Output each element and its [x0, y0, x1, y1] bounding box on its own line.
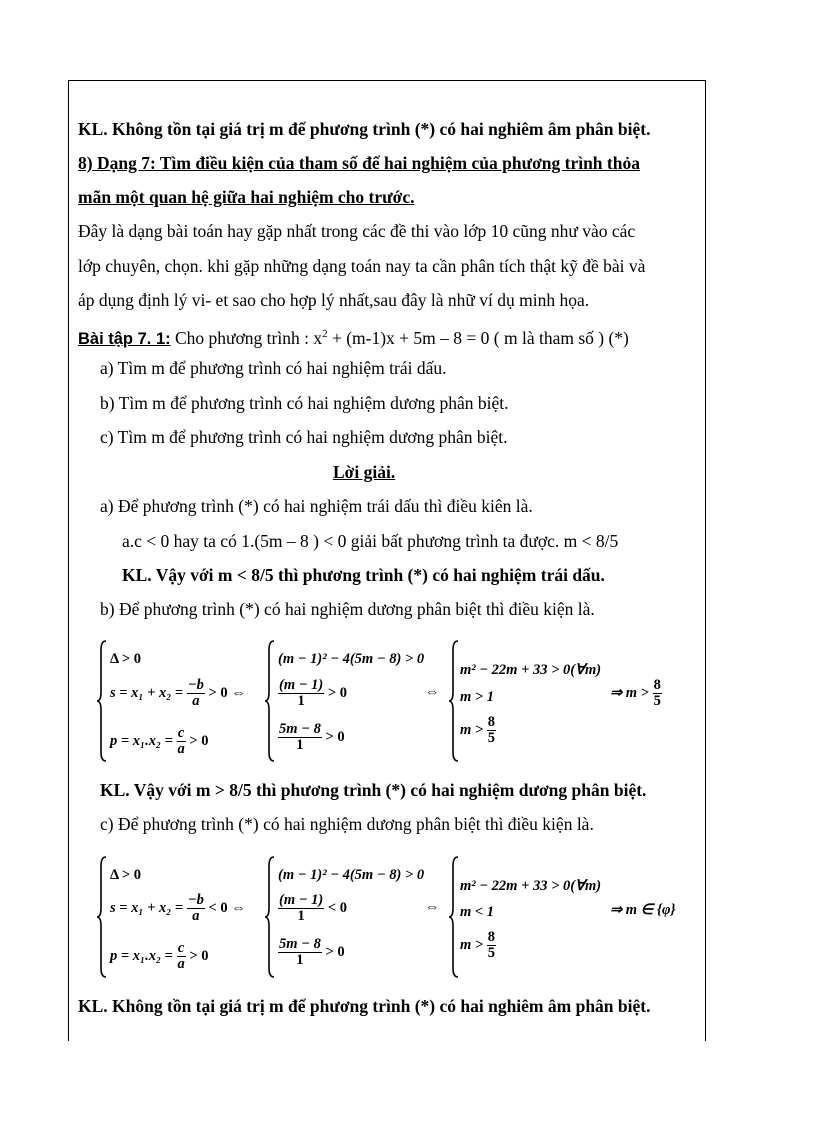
solution-a-line1: a) Để phương trình (*) có hai nghiệm trái dấu thì điều kiên là. — [100, 496, 533, 516]
b-col3-row1: m² − 22m + 33 > 0(∀m) — [460, 662, 602, 678]
c-c1r2-frac: $\frac{-b}{a}$ — [187, 892, 204, 924]
c-equiv: ⇔ — [425, 899, 440, 915]
c-c2r2-post: < 0 — [327, 899, 347, 916]
b-result-pre: ⇒ m > — [610, 684, 649, 701]
c-col3-row1: m² − 22m + 33 > 0(∀m) — [460, 878, 602, 894]
b-col3-row2: m > 1 — [460, 689, 495, 705]
solution-b-line1: b) Để phương trình (*) có hai nghiệm dương phân biệt thì điều kiện là. — [100, 599, 595, 619]
b-c1r3-frac: $\frac{c}{a}$ — [177, 725, 185, 757]
c-c3r3-frac: $\frac{8}{5}$ — [487, 929, 496, 961]
b-c3r3-frac: $\frac{8}{5}$ — [487, 714, 496, 746]
conclusion-bottom: KL. Không tồn tại giá trị m để phương trình (*) có hai nghiêm âm phân biệt. — [78, 996, 651, 1016]
b-c2r2-post: > 0 — [327, 684, 347, 701]
section-heading-line1: 8) Dạng 7: Tìm điều kiện của tham số để hai nghiệm của phương trình thỏa — [78, 153, 640, 173]
solution-c-line1: c) Để phương trình (*) có hai nghiệm dương phân biệt thì điều kiện là. — [100, 814, 594, 834]
c-c2r3-post: > 0 — [325, 943, 345, 960]
exercise-label: Bài tập 7. 1: — [78, 329, 171, 348]
intro-paragraph-line1: Đây là dạng bài toán hay gặp nhất trong các đề thi vào lớp 10 cũng như vào các — [78, 221, 636, 241]
b-col2-row1: (m − 1)² − 4(5m − 8) > 0 — [278, 651, 425, 667]
exercise-statement — [78, 323, 629, 350]
question-a: a) Tìm m để phương trình có hai nghiệm trái dấu. — [100, 358, 447, 378]
b-result-frac: $\frac{8}{5}$ — [653, 677, 661, 709]
b-c2r2-frac: $\frac{(m - 1)}{1}$ — [279, 677, 324, 709]
brace-b-2 — [264, 640, 276, 762]
brace-b-3 — [448, 640, 460, 762]
c-col2-row1: (m − 1)² − 4(5m − 8) > 0 — [278, 867, 425, 883]
b-c1r3-post: > 0 — [189, 732, 209, 749]
c-col2-row3 — [278, 937, 345, 968]
question-c: c) Tìm m để phương trình có hai nghiệm dương phân biệt. — [100, 427, 508, 447]
intro-paragraph-line2: lớp chuyên, chọn. khi gặp những dạng toán nay ta cần phân tích thật kỹ đề bài và — [78, 256, 646, 276]
b-col2-row3 — [278, 722, 345, 753]
exercise-sup: 2 — [322, 328, 328, 340]
c-result: ⇒ m ∈ {φ} — [610, 902, 676, 918]
b-c1r3-pre: p = x₁.x₂ = — [110, 732, 173, 749]
c-c1r3-frac: $\frac{c}{a}$ — [177, 940, 185, 972]
b-c2r3-post: > 0 — [325, 728, 345, 745]
b-col1-row3 — [110, 726, 209, 757]
brace-c-3 — [448, 856, 460, 978]
c-c2r2-frac: $\frac{(m - 1)}{1}$ — [279, 892, 324, 924]
solution-title: Lời giải. — [333, 462, 396, 482]
c-col3-row3 — [460, 930, 496, 961]
c-col1-row1: Δ > 0 — [110, 867, 142, 883]
c-col2-row2 — [278, 893, 347, 924]
brace-c-2 — [264, 856, 276, 978]
c-col1-row2 — [110, 893, 246, 924]
b-col3-row3 — [460, 715, 496, 746]
c-c1r3-post: > 0 — [189, 947, 209, 964]
c-c1r2-post: < 0 ⇔ — [208, 899, 246, 916]
solution-a-line2: a.c < 0 hay ta có 1.(5m – 8 ) < 0 giải bất phương trình ta được. m < 8/5 — [122, 531, 619, 551]
question-b: b) Tìm m để phương trình có hai nghiệm dương phân biệt. — [100, 393, 509, 413]
solution-a-conclusion: KL. Vậy với m < 8/5 thì phương trình (*) có hai nghiệm trái dấu. — [122, 565, 605, 585]
c-c3r3-pre: m > — [460, 936, 484, 953]
b-result — [610, 678, 662, 709]
section-heading-line2: mãn một quan hệ giữa hai nghiệm cho trước. — [78, 187, 415, 207]
c-col3-row2: m < 1 — [460, 904, 495, 920]
b-col2-row2 — [278, 678, 347, 709]
exercise-text-post: + (m-1)x + 5m – 8 = 0 ( m là tham số ) (*) — [327, 327, 629, 348]
b-c1r2-frac: $\frac{-b}{a}$ — [187, 677, 204, 709]
intro-paragraph-line3: áp dụng định lý vi- et sao cho hợp lý nhất,sau đây là nhữ ví dụ minh họa. — [78, 290, 590, 310]
solution-b-conclusion: KL. Vậy với m > 8/5 thì phương trình (*) có hai nghiệm dương phân biệt. — [100, 780, 647, 800]
b-c2r3-frac: $\frac{5m - 8}{1}$ — [279, 721, 321, 753]
conclusion-top: KL. Không tồn tại giá trị m để phương trình (*) có hai nghiêm âm phân biệt. — [78, 119, 651, 139]
b-c3r3-pre: m > — [460, 721, 484, 738]
c-col1-row3 — [110, 941, 209, 972]
brace-c-1 — [96, 856, 108, 978]
b-equiv: ⇔ — [425, 684, 440, 700]
c-c1r3-pre: p = x₁.x₂ = — [110, 947, 173, 964]
brace-b-1 — [96, 640, 108, 762]
b-col1-row2 — [110, 678, 246, 709]
exercise-text-pre: Cho phương trình : x — [170, 327, 323, 348]
b-col1-row1: Δ > 0 — [110, 651, 142, 667]
b-c1r2-post: > 0 ⇔ — [208, 684, 246, 701]
c-c2r3-frac: $\frac{5m - 8}{1}$ — [279, 936, 321, 968]
c-c1r2-pre: s = x₁ + x₂ = — [110, 899, 184, 916]
b-c1r2-pre: s = x₁ + x₂ = — [110, 684, 184, 701]
